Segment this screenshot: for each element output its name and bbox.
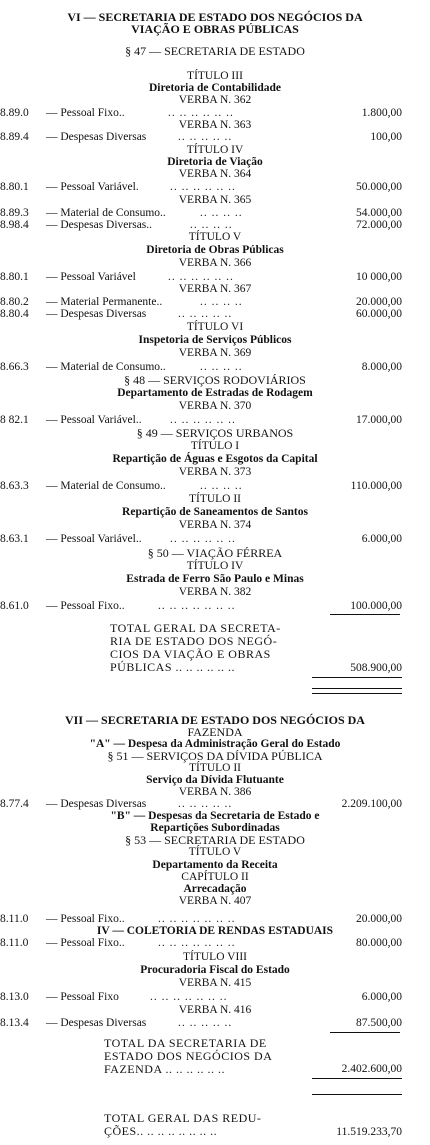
department-heading: Departamento da Receita <box>152 859 278 871</box>
verba-heading: VERBA N. 407 <box>178 895 252 907</box>
subsection-heading: Repartições Subordinadas <box>150 822 280 834</box>
total-label: TOTAL DA SECRETARIA DE ESTADO DOS NEGÓCIOS DA FAZENDA .. .. .. .. .. .. <box>104 1036 273 1076</box>
verba-heading: VERBA N. 362 <box>178 94 252 106</box>
total-amount: 508.900,00 <box>350 662 402 674</box>
budget-line: 8.80.1 — Pessoal Variável. .. .. .. .. .. .. 50.000,00 <box>0 181 402 193</box>
titulo-heading: TÍTULO IV <box>186 144 244 156</box>
section-heading: VIAÇÃO E OBRAS PÚBLICAS <box>131 22 299 36</box>
verba-heading: VERBA N. 386 <box>178 786 252 798</box>
verba-heading: VERBA N. 364 <box>178 168 252 180</box>
verba-heading: VERBA N. 366 <box>178 257 252 269</box>
budget-line: 8.13.0 — Pessoal Fixo .. .. .. .. .. .. .. 6.000,00 <box>0 991 402 1003</box>
titulo-heading: TÍTULO II <box>188 493 242 505</box>
total-rule <box>312 1094 402 1095</box>
budget-line: 8.89.4 — Despesas Diversas .. .. .. .. .. 100,00 <box>0 131 402 143</box>
department-heading: Inspetoria de Serviços Públicos <box>138 334 292 346</box>
verba-heading: VERBA N. 416 <box>178 1004 252 1016</box>
section-heading: VI — SECRETARIA DE ESTADO DOS NEGÓCIOS DA <box>67 10 363 24</box>
department-heading: Arrecadação <box>183 883 247 895</box>
verba-heading: VERBA N. 382 <box>178 586 252 598</box>
verba-heading: VERBA N. 373 <box>178 466 252 478</box>
verba-heading: VERBA N. 363 <box>178 119 252 131</box>
department-heading: Diretoria de Contabilidade <box>148 82 282 94</box>
titulo-heading: TÍTULO II <box>188 762 242 774</box>
paragraph-heading: § 50 — VIAÇÃO FÉRREA <box>147 546 283 560</box>
department-heading: Procuradoria Fiscal do Estado <box>140 964 290 976</box>
budget-line: 8.63.3 — Material de Consumo.. .. .. .. .. 110.000,00 <box>0 480 402 492</box>
titulo-heading: TÍTULO V <box>188 846 242 858</box>
section-heading: VII — SECRETARIA DE ESTADO DOS NEGÓCIOS DA <box>65 713 365 727</box>
total-rule <box>312 677 402 678</box>
sum-rule <box>330 1032 400 1033</box>
total-amount: 2.402.600,00 <box>341 1063 402 1075</box>
titulo-heading: TÍTULO III <box>187 70 243 82</box>
titulo-heading: TÍTULO VIII <box>183 951 247 963</box>
double-rule <box>312 688 402 694</box>
verba-heading: VERBA N. 374 <box>178 519 252 531</box>
chapter-heading: CAPÍTULO II <box>181 871 249 883</box>
budget-line: 8.11.0 — Pessoal Fixo.. .. .. .. .. .. .. .. 20.000,00 <box>0 913 402 925</box>
subsection-heading: "A" — Despesa da Administração Geral do Estado <box>89 738 341 750</box>
paragraph-heading: § 47 — SECRETARIA DE ESTADO <box>125 44 305 58</box>
verba-heading: VERBA N. 365 <box>178 194 252 206</box>
titulo-heading: TÍTULO VI <box>186 321 244 333</box>
paragraph-heading: § 48 — SERVIÇOS RODOVIÁRIOS <box>124 373 306 387</box>
budget-line: 8.63.1 — Pessoal Variável.. .. .. .. .. .. .. 6.000,00 <box>0 533 402 545</box>
total-label: TOTAL GERAL DA SECRETA- RIA DE ESTADO DOS NEGÓ- CIOS DA VIAÇÃO E OBRAS PÚBLICAS .. .. .. .. .. .. <box>110 621 281 674</box>
verba-heading: VERBA N. 367 <box>178 283 252 295</box>
grand-total-label: TOTAL GERAL DAS REDU- ÇÕES.. .. .. .. .. .. .. .. <box>104 1111 262 1138</box>
verba-heading: VERBA N. 370 <box>178 400 252 412</box>
department-heading: Departamento de Estradas de Rodagem <box>117 387 313 399</box>
department-heading: Diretoria de Viação <box>167 156 263 168</box>
department-heading: Repartição de Saneamentos de Santos <box>122 506 308 518</box>
budget-line: 8.66.3 — Material de Consumo.. .. .. .. .. 8.000,00 <box>0 361 402 373</box>
paragraph-heading: § 49 — SERVIÇOS URBANOS <box>136 426 294 440</box>
budget-line: 8 82.1 — Pessoal Variável.. .. .. .. .. .. .. 17.000,00 <box>0 414 402 426</box>
sum-rule <box>330 614 400 615</box>
department-heading: Serviço da Dívida Flutuante <box>146 774 284 786</box>
paragraph-heading: § 51 — SERVIÇOS DA DÍVIDA PÚBLICA <box>107 749 323 763</box>
titulo-heading: TÍTULO V <box>188 231 242 243</box>
section-heading: FAZENDA <box>187 725 243 739</box>
budget-line: 8.98.4 — Despesas Diversas.. .. .. .. .. 72.000,00 <box>0 219 402 231</box>
budget-line: 8.13.4 — Despesas Diversas .. .. .. .. .. 87.500,00 <box>0 1017 402 1029</box>
budget-line: 8.80.2 — Material Permanente.. .. .. .. .. 20.000,00 <box>0 296 402 308</box>
department-heading: Diretoria de Obras Públicas <box>146 244 284 256</box>
department-heading: Estrada de Ferro São Paulo e Minas <box>126 573 304 585</box>
budget-line: 8.89.0 — Pessoal Fixo.. .. .. .. .. .. .. 1.800,00 <box>0 107 402 119</box>
subsection-heading: "B" — Despesas da Secretaria de Estado e <box>110 810 320 822</box>
department-heading: Repartição de Águas e Esgotos da Capital <box>112 453 318 465</box>
titulo-heading: TÍTULO I <box>190 440 240 452</box>
budget-line: 8.61.0 — Pessoal Fixo.. .. .. .. .. .. .. .. 100.000,00 <box>0 600 402 612</box>
verba-heading: VERBA N. 369 <box>178 347 252 359</box>
budget-line: 8.80.1 — Pessoal Variável .. .. .. .. .. .. 10 000,00 <box>0 271 402 283</box>
subsection-heading: IV — COLETORIA DE RENDAS ESTADUAIS <box>96 925 334 937</box>
grand-total-amount: 11.519.233,70 <box>336 1126 402 1138</box>
paragraph-heading: § 53 — SECRETARIA DE ESTADO <box>125 833 305 847</box>
verba-heading: VERBA N. 415 <box>178 977 252 989</box>
budget-line: 8.89.3 — Material de Consumo.. .. .. .. .. 54.000,00 <box>0 207 402 219</box>
budget-line: 8.80.4 — Despesas Diversas .. .. .. .. .. 60.000,00 <box>0 308 402 320</box>
total-rule <box>312 1078 402 1079</box>
budget-line: 8.77.4 — Despesas Diversas .. .. .. .. .. 2.209.100,00 <box>0 798 402 810</box>
budget-line: 8.11.0 — Pessoal Fixo.. .. .. .. .. .. .. .. 80.000,00 <box>0 937 402 949</box>
titulo-heading: TÍTULO IV <box>186 560 244 572</box>
